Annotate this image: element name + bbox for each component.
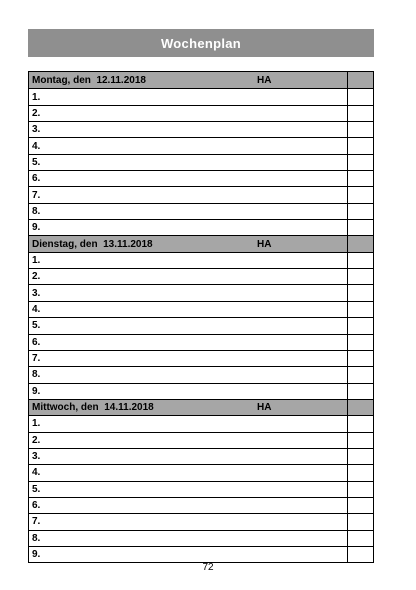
day-header-row [29, 235, 373, 251]
task-number: 9. [32, 549, 41, 561]
task-row [29, 481, 373, 497]
task-number: 6. [32, 500, 41, 512]
task-entry-cell[interactable] [29, 482, 348, 497]
task-row [29, 530, 373, 546]
page-title: Wochenplan [28, 29, 374, 57]
homework-check-cell[interactable] [348, 433, 373, 448]
task-row [29, 170, 373, 186]
task-row [29, 334, 373, 350]
task-row [29, 513, 373, 529]
task-entry-cell[interactable] [29, 220, 348, 235]
homework-check-cell[interactable] [348, 171, 373, 186]
task-row [29, 546, 373, 562]
task-entry-cell[interactable] [29, 449, 348, 464]
day-date-label: Mittwoch, den 14.11.2018 [32, 402, 154, 414]
day-date-label: Montag, den 12.11.2018 [32, 74, 146, 86]
header-check-cell [348, 72, 373, 88]
task-row [29, 317, 373, 333]
homework-check-cell[interactable] [348, 335, 373, 350]
task-entry-cell[interactable] [29, 433, 348, 448]
homework-column-label: HA [257, 238, 272, 250]
task-number: 4. [32, 140, 41, 152]
task-row [29, 284, 373, 300]
task-number: 4. [32, 467, 41, 479]
homework-check-cell[interactable] [348, 204, 373, 219]
task-row [29, 497, 373, 513]
task-row [29, 88, 373, 104]
task-entry-cell[interactable] [29, 498, 348, 513]
task-row [29, 366, 373, 382]
task-entry-cell[interactable] [29, 171, 348, 186]
task-row [29, 203, 373, 219]
homework-check-cell[interactable] [348, 220, 373, 235]
task-number: 3. [32, 451, 41, 463]
homework-check-cell[interactable] [348, 367, 373, 382]
task-row [29, 154, 373, 170]
task-entry-cell[interactable] [29, 514, 348, 529]
task-number: 4. [32, 303, 41, 315]
header-check-cell [348, 400, 373, 415]
task-number: 2. [32, 434, 41, 446]
homework-check-cell[interactable] [348, 465, 373, 480]
task-number: 3. [32, 287, 41, 299]
task-number: 9. [32, 222, 41, 234]
day-header-row [29, 72, 373, 88]
homework-check-cell[interactable] [348, 89, 373, 104]
homework-check-cell[interactable] [348, 416, 373, 431]
task-number: 5. [32, 320, 41, 332]
day-header-row [29, 399, 373, 415]
task-entry-cell[interactable] [29, 155, 348, 170]
weekly-planner-table [28, 71, 374, 563]
task-entry-cell[interactable] [29, 367, 348, 382]
task-entry-cell[interactable] [29, 269, 348, 284]
task-number: 5. [32, 483, 41, 495]
task-row [29, 186, 373, 202]
homework-check-cell[interactable] [348, 122, 373, 137]
day-header-cell [29, 236, 348, 251]
homework-check-cell[interactable] [348, 155, 373, 170]
task-entry-cell[interactable] [29, 122, 348, 137]
task-entry-cell[interactable] [29, 106, 348, 121]
task-entry-cell[interactable] [29, 318, 348, 333]
task-entry-cell[interactable] [29, 204, 348, 219]
day-date-label: Dienstag, den 13.11.2018 [32, 238, 153, 250]
homework-column-label: HA [257, 74, 272, 86]
task-row [29, 350, 373, 366]
task-row [29, 448, 373, 464]
task-entry-cell[interactable] [29, 531, 348, 546]
task-entry-cell[interactable] [29, 302, 348, 317]
task-entry-cell[interactable] [29, 547, 348, 562]
task-number: 2. [32, 107, 41, 119]
task-entry-cell[interactable] [29, 465, 348, 480]
homework-check-cell[interactable] [348, 138, 373, 153]
task-entry-cell[interactable] [29, 89, 348, 104]
homework-column-label: HA [257, 402, 272, 414]
task-row [29, 301, 373, 317]
task-number: 1. [32, 91, 41, 103]
header-check-cell [348, 236, 373, 251]
homework-check-cell[interactable] [348, 449, 373, 464]
task-number: 3. [32, 124, 41, 136]
homework-check-cell[interactable] [348, 318, 373, 333]
homework-check-cell[interactable] [348, 302, 373, 317]
task-row [29, 464, 373, 480]
task-number: 7. [32, 516, 41, 528]
page-number: 72 [202, 562, 214, 573]
task-entry-cell[interactable] [29, 138, 348, 153]
homework-check-cell[interactable] [348, 106, 373, 121]
homework-check-cell[interactable] [348, 253, 373, 268]
homework-check-cell[interactable] [348, 269, 373, 284]
homework-check-cell[interactable] [348, 514, 373, 529]
task-number: 8. [32, 532, 41, 544]
task-number: 7. [32, 189, 41, 201]
homework-check-cell[interactable] [348, 384, 373, 399]
task-number: 2. [32, 271, 41, 283]
day-header-cell [29, 400, 348, 415]
task-entry-cell[interactable] [29, 384, 348, 399]
task-row [29, 219, 373, 235]
task-row [29, 432, 373, 448]
task-entry-cell[interactable] [29, 285, 348, 300]
task-row [29, 383, 373, 399]
homework-check-cell[interactable] [348, 351, 373, 366]
task-row [29, 137, 373, 153]
task-row [29, 268, 373, 284]
task-number: 1. [32, 254, 41, 266]
task-number: 8. [32, 369, 41, 381]
task-row [29, 121, 373, 137]
homework-check-cell[interactable] [348, 482, 373, 497]
task-row [29, 415, 373, 431]
day-header-cell [29, 72, 348, 88]
task-row [29, 105, 373, 121]
task-row [29, 252, 373, 268]
task-entry-cell[interactable] [29, 253, 348, 268]
homework-check-cell[interactable] [348, 547, 373, 562]
task-entry-cell[interactable] [29, 335, 348, 350]
task-number: 5. [32, 156, 41, 168]
task-entry-cell[interactable] [29, 351, 348, 366]
homework-check-cell[interactable] [348, 531, 373, 546]
task-entry-cell[interactable] [29, 416, 348, 431]
task-number: 6. [32, 173, 41, 185]
task-entry-cell[interactable] [29, 187, 348, 202]
task-number: 6. [32, 336, 41, 348]
task-number: 9. [32, 385, 41, 397]
task-number: 7. [32, 353, 41, 365]
homework-check-cell[interactable] [348, 187, 373, 202]
homework-check-cell[interactable] [348, 285, 373, 300]
task-number: 1. [32, 418, 41, 430]
homework-check-cell[interactable] [348, 498, 373, 513]
task-number: 8. [32, 205, 41, 217]
